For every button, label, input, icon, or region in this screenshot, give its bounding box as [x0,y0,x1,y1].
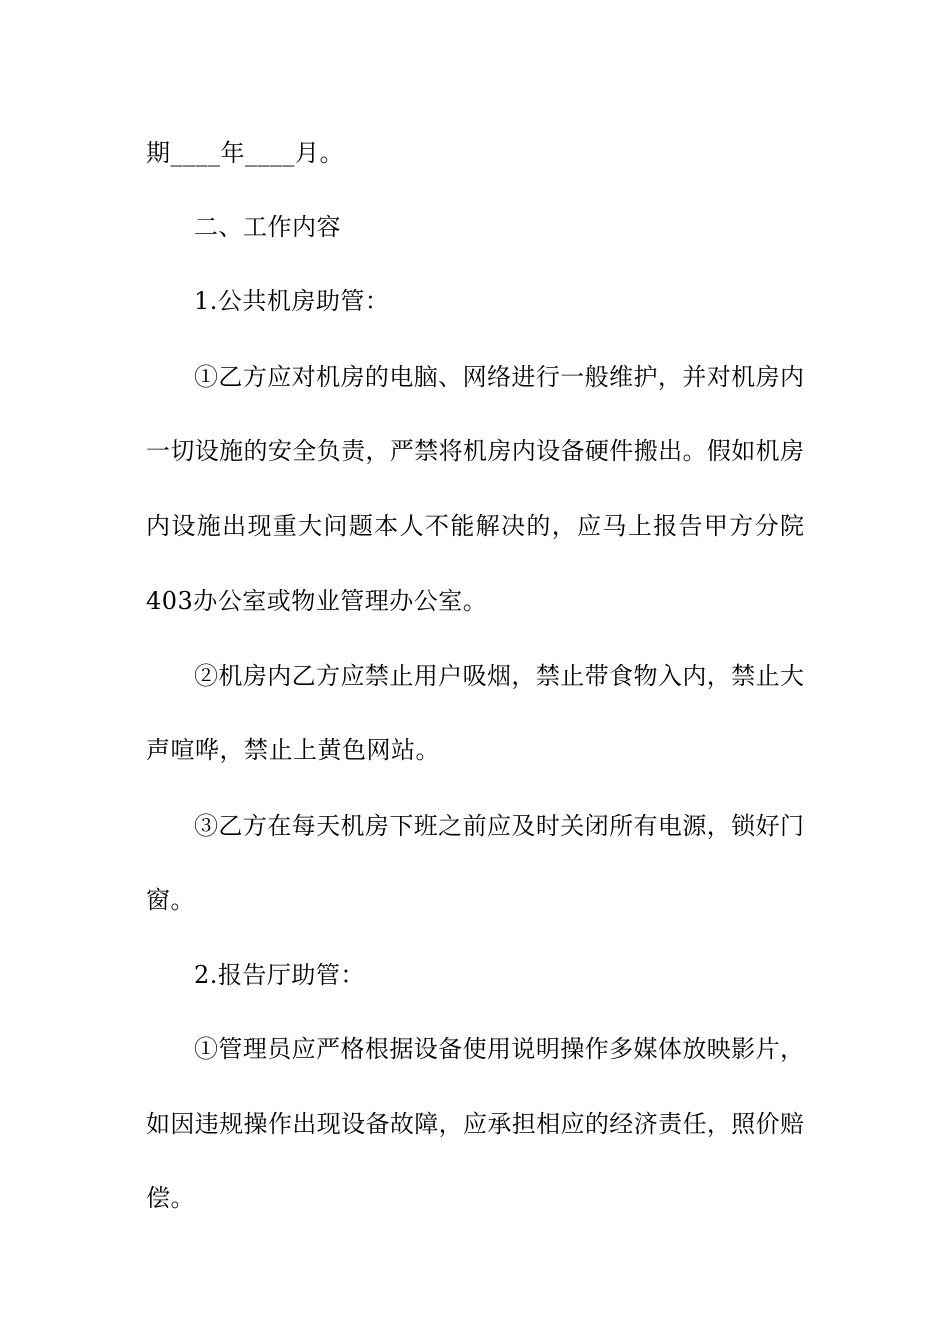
text-line-date: 期____年____月。 [146,139,344,167]
paragraph-line: 一切设施的安全负责，严禁将机房内设备硬件搬出。假如机房 [146,437,804,465]
paragraph-line: ③乙方在每天机房下班之前应及时关闭所有电源，锁好门 [194,812,804,840]
paragraph-line: ①管理员应严格根据设备使用说明操作多媒体放映影片， [194,1035,804,1063]
paragraph-line: 如因违规操作出现设备故障，应承担相应的经济责任，照价赔 [146,1110,804,1138]
paragraph-line: 声喧哗，禁止上黄色网站。 [146,736,440,764]
section-heading-work-content: 二、工作内容 [194,213,341,241]
subheading-report-hall: 2.报告厅助管： [194,961,365,989]
paragraph-line: 偿。 [146,1184,195,1212]
paragraph-line: ②机房内乙方应禁止用户吸烟，禁止带食物入内，禁止大 [194,662,804,690]
paragraph-line: 窗。 [146,886,195,914]
subheading-computer-room: 1.公共机房助管： [194,287,390,315]
paragraph-line: 403办公室或物业管理办公室。 [146,587,488,615]
paragraph-line: 内设施出现重大问题本人不能解决的，应马上报告甲方分院 [146,512,804,540]
paragraph-line: ①乙方应对机房的电脑、网络进行一般维护，并对机房内 [194,363,804,391]
